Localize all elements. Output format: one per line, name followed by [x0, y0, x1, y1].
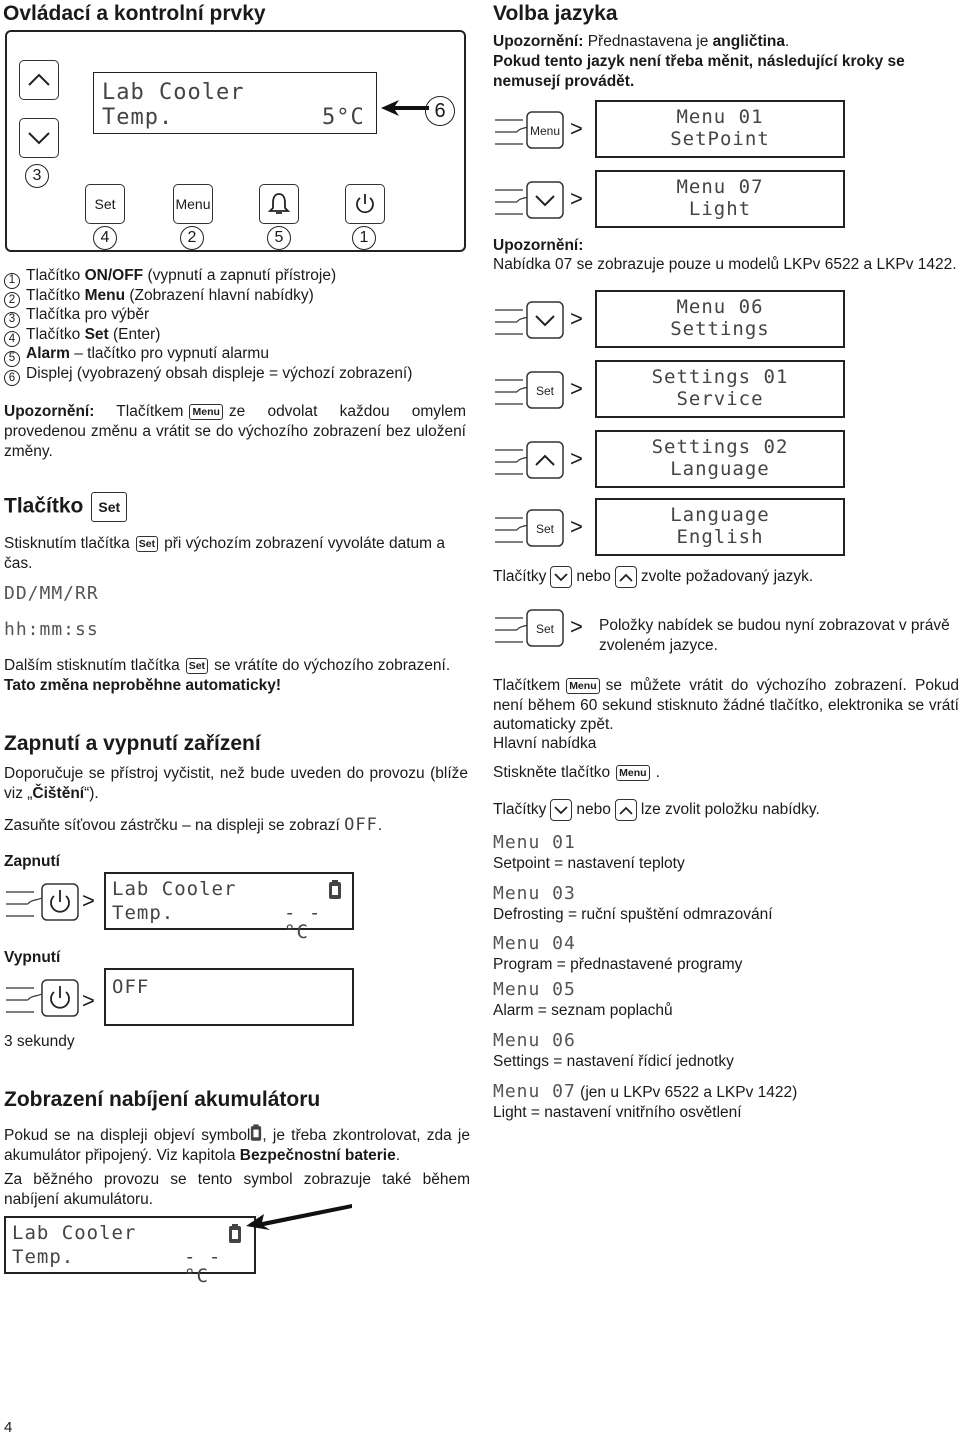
- battery-icon: [228, 1224, 242, 1244]
- final-text: Položky nabídek se budou nyní zobrazovat v právě zvoleném jazyce.: [599, 617, 950, 654]
- callout-1: 1: [352, 226, 376, 250]
- lcd-off: [104, 968, 354, 1026]
- lcd-line2: Temp.: [102, 105, 174, 130]
- menu-list: [493, 832, 959, 1127]
- set-button[interactable]: Set: [85, 184, 125, 224]
- lcd-step-line: Menu 06: [676, 296, 764, 318]
- arrow-gt: >: [570, 186, 583, 211]
- legend-item: 5 Alarm – tlačítko pro vypnutí alarmu: [4, 344, 474, 364]
- down-key-icon: [550, 566, 572, 588]
- power-paragraph-2: Zasuňte síťovou zástrčku – na displeji se zobrazí OFF.: [4, 815, 383, 835]
- menu-button[interactable]: Menu: [173, 184, 213, 224]
- menu-list-item: Menu 05 Alarm = seznam poplachů: [493, 979, 673, 1019]
- select-menu: Tlačítky nebo lze zvolit položku nabídky.: [493, 799, 820, 821]
- down-button[interactable]: [19, 118, 59, 158]
- date-format: DD/MM/RR: [4, 583, 99, 604]
- callout-3: 3: [25, 164, 49, 188]
- legend-item: 4 Tlačítko Set (Enter): [4, 325, 474, 345]
- arrow-gt: >: [570, 514, 583, 539]
- svg-text:Set: Set: [535, 522, 555, 536]
- svg-text:Menu: Menu: [529, 124, 561, 138]
- svg-text:Set: Set: [535, 622, 555, 636]
- lcd-step-line: Language: [670, 458, 770, 480]
- menu-key-icon: Menu: [616, 765, 649, 781]
- arrow-icon: [381, 100, 429, 116]
- battery-icon: [250, 1124, 262, 1142]
- power-button[interactable]: [345, 184, 385, 224]
- set-section-title: Tlačítko Set: [4, 492, 133, 522]
- power-section-title: Zapnutí a vypnutí zařízení: [4, 732, 261, 755]
- lcd-battery: [4, 1216, 256, 1287]
- power-paragraph-1: Doporučuje se přístroj vyčistit, než bude uveden do provozu (blíže viz „Čištění“).: [4, 765, 468, 802]
- bell-icon: [266, 191, 292, 217]
- battery-section-title: Zobrazení nabíjení akumulátoru: [4, 1088, 321, 1111]
- arrow-gt: >: [570, 306, 583, 331]
- lcd-off-text: OFF: [112, 976, 150, 998]
- alarm-button[interactable]: [259, 184, 299, 224]
- set-key-icon: Set: [136, 536, 158, 552]
- lcd-step-line: Language: [670, 504, 770, 526]
- lcd-line1: Lab Cooler: [102, 80, 245, 105]
- note-menu-cancel: Upozornění: Tlačítkem Menu ze odvolat každou omylem provedenou změnu a vrátit se do výchozího zobrazení bez uložení změny.: [4, 403, 467, 460]
- power-icon: [352, 191, 378, 217]
- menu-list-item: Menu 01 Setpoint = nastavení teploty: [493, 832, 685, 872]
- page-number: 4: [4, 1419, 13, 1436]
- lcd-step-line: Service: [676, 388, 764, 410]
- lcd-on-line1: Lab Cooler: [112, 878, 237, 900]
- section-title-language: Volba jazyka: [493, 2, 618, 25]
- hand-press-icon: [4, 878, 94, 924]
- legend-item: 2 Tlačítko Menu (Zobrazení hlavní nabídky): [4, 286, 474, 306]
- language-note: Upozornění: Přednastavena je angličtina. Pokud tento jazyk není třeba měnit, následující kroky se nemusejí provádět.: [493, 33, 905, 90]
- lcd-battery-line2: Temp.: [12, 1246, 75, 1268]
- lcd-step: [595, 498, 845, 556]
- set-paragraph-2: Dalším stisknutím tlačítka Set se vrátíte do výchozího zobrazení. Tato změna neproběhne automaticky!: [4, 657, 451, 694]
- off-label: Vypnutí: [4, 949, 61, 966]
- menu-list-item: Menu 06 Settings = nastavení řídicí jednotky: [493, 1030, 734, 1070]
- set-key-icon: Set: [91, 492, 127, 522]
- lcd-battery-line1: Lab Cooler: [12, 1222, 137, 1244]
- section-title-controls: Ovládací a kontrolní prvky: [3, 2, 266, 25]
- lcd-on: [104, 872, 354, 943]
- down-key-icon: [550, 799, 572, 821]
- control-panel: [5, 30, 466, 252]
- callout-2: 2: [180, 226, 204, 250]
- legend-item: 6 Displej (vyobrazený obsah displeje = výchozí zobrazení): [4, 364, 474, 384]
- legend-item: 3 Tlačítka pro výběr: [4, 305, 474, 325]
- legend-item: 1 Tlačítko ON/OFF (vypnutí a zapnutí přístroje): [4, 266, 474, 286]
- menu-key-icon: Menu: [566, 678, 599, 694]
- menu-list-item: Menu 04 Program = přednastavené programy: [493, 933, 743, 973]
- arrow-gt: >: [570, 376, 583, 401]
- lcd-step-line: Settings 01: [651, 366, 789, 388]
- lcd-step: [595, 170, 845, 228]
- arrow-gt: >: [82, 988, 95, 1013]
- on-label: Zapnutí: [4, 853, 60, 870]
- menu-list-item: Menu 03 Defrosting = ruční spuštění odmrazování: [493, 883, 773, 923]
- lcd-step-line: SetPoint: [670, 128, 770, 150]
- lcd-on-line2: Temp.: [112, 902, 175, 924]
- callout-4: 4: [93, 226, 117, 250]
- svg-text:Set: Set: [535, 384, 555, 398]
- lcd-step-line: Menu 07: [676, 176, 764, 198]
- main-menu-label: Hlavní nabídka: [493, 735, 597, 752]
- battery-paragraph-2: Za běžného provozu se tento symbol zobrazuje také během nabíjení akumulátoru.: [4, 1171, 470, 1208]
- callout-6: 6: [425, 96, 455, 126]
- hand-press-icon: [4, 974, 94, 1020]
- up-button[interactable]: [19, 60, 59, 100]
- chevron-down-icon: [27, 131, 51, 145]
- lcd-step-line: Light: [688, 198, 752, 220]
- seconds-label: 3 sekundy: [4, 1033, 75, 1050]
- lcd-step-line: English: [676, 526, 764, 548]
- lcd-step: [595, 430, 845, 488]
- up-key-icon: [615, 566, 637, 588]
- lcd-temp: 5°C: [322, 105, 365, 130]
- lcd-step: [595, 360, 845, 418]
- arrow-gt: >: [570, 446, 583, 471]
- set-paragraph-1: Stisknutím tlačítka Set při výchozím zobrazení vyvoláte datum a čas.: [4, 535, 445, 572]
- time-format: hh:mm:ss: [4, 619, 99, 640]
- lcd-step: [595, 290, 845, 348]
- lcd-battery-temp: - - °C: [184, 1246, 222, 1287]
- callout-5: 5: [267, 226, 291, 250]
- up-key-icon: [615, 799, 637, 821]
- lcd-step-line: Settings: [670, 318, 770, 340]
- battery-icon: [328, 880, 342, 900]
- menu07-note: Upozornění: Nabídka 07 se zobrazuje pouze u modelů LKPv 6522 a LKPv 1422.: [493, 237, 957, 273]
- arrow-gt: >: [82, 888, 95, 913]
- display: [93, 72, 377, 134]
- lcd-step-line: Menu 01: [676, 106, 764, 128]
- lcd-on-temp: - - °C: [284, 902, 322, 943]
- menu-back-paragraph: Tlačítkem Menu se můžete vrátit do výchozího zobrazení. Pokud není během 60 sekund stisknuto žádné tlačítko, elektronika se vrátí automaticky zpět.: [493, 677, 959, 733]
- arrow-icon: [244, 1200, 354, 1230]
- press-menu: Stiskněte tlačítko Menu .: [493, 764, 660, 781]
- arrow-gt: >: [570, 614, 583, 639]
- arrow-gt: >: [570, 116, 583, 141]
- menu-list-item: Menu 07 (jen u LKPv 6522 a LKPv 1422) Light = nastavení vnitřního osvětlení: [493, 1081, 798, 1121]
- menu-key-icon: Menu: [189, 404, 222, 420]
- lcd-step-line: Settings 02: [651, 436, 789, 458]
- set-key-icon: Set: [186, 658, 208, 674]
- choose-language: Tlačítky nebo zvolte požadovaný jazyk.: [493, 566, 959, 588]
- chevron-up-icon: [27, 73, 51, 87]
- legend-list: [4, 266, 474, 383]
- lcd-step: [595, 100, 845, 158]
- battery-paragraph-1: Pokud se na displeji objeví symbol , je třeba zkontrolovat, zda je akumulátor připojený. Viz kapitola Bezpečnostní baterie.: [4, 1124, 470, 1166]
